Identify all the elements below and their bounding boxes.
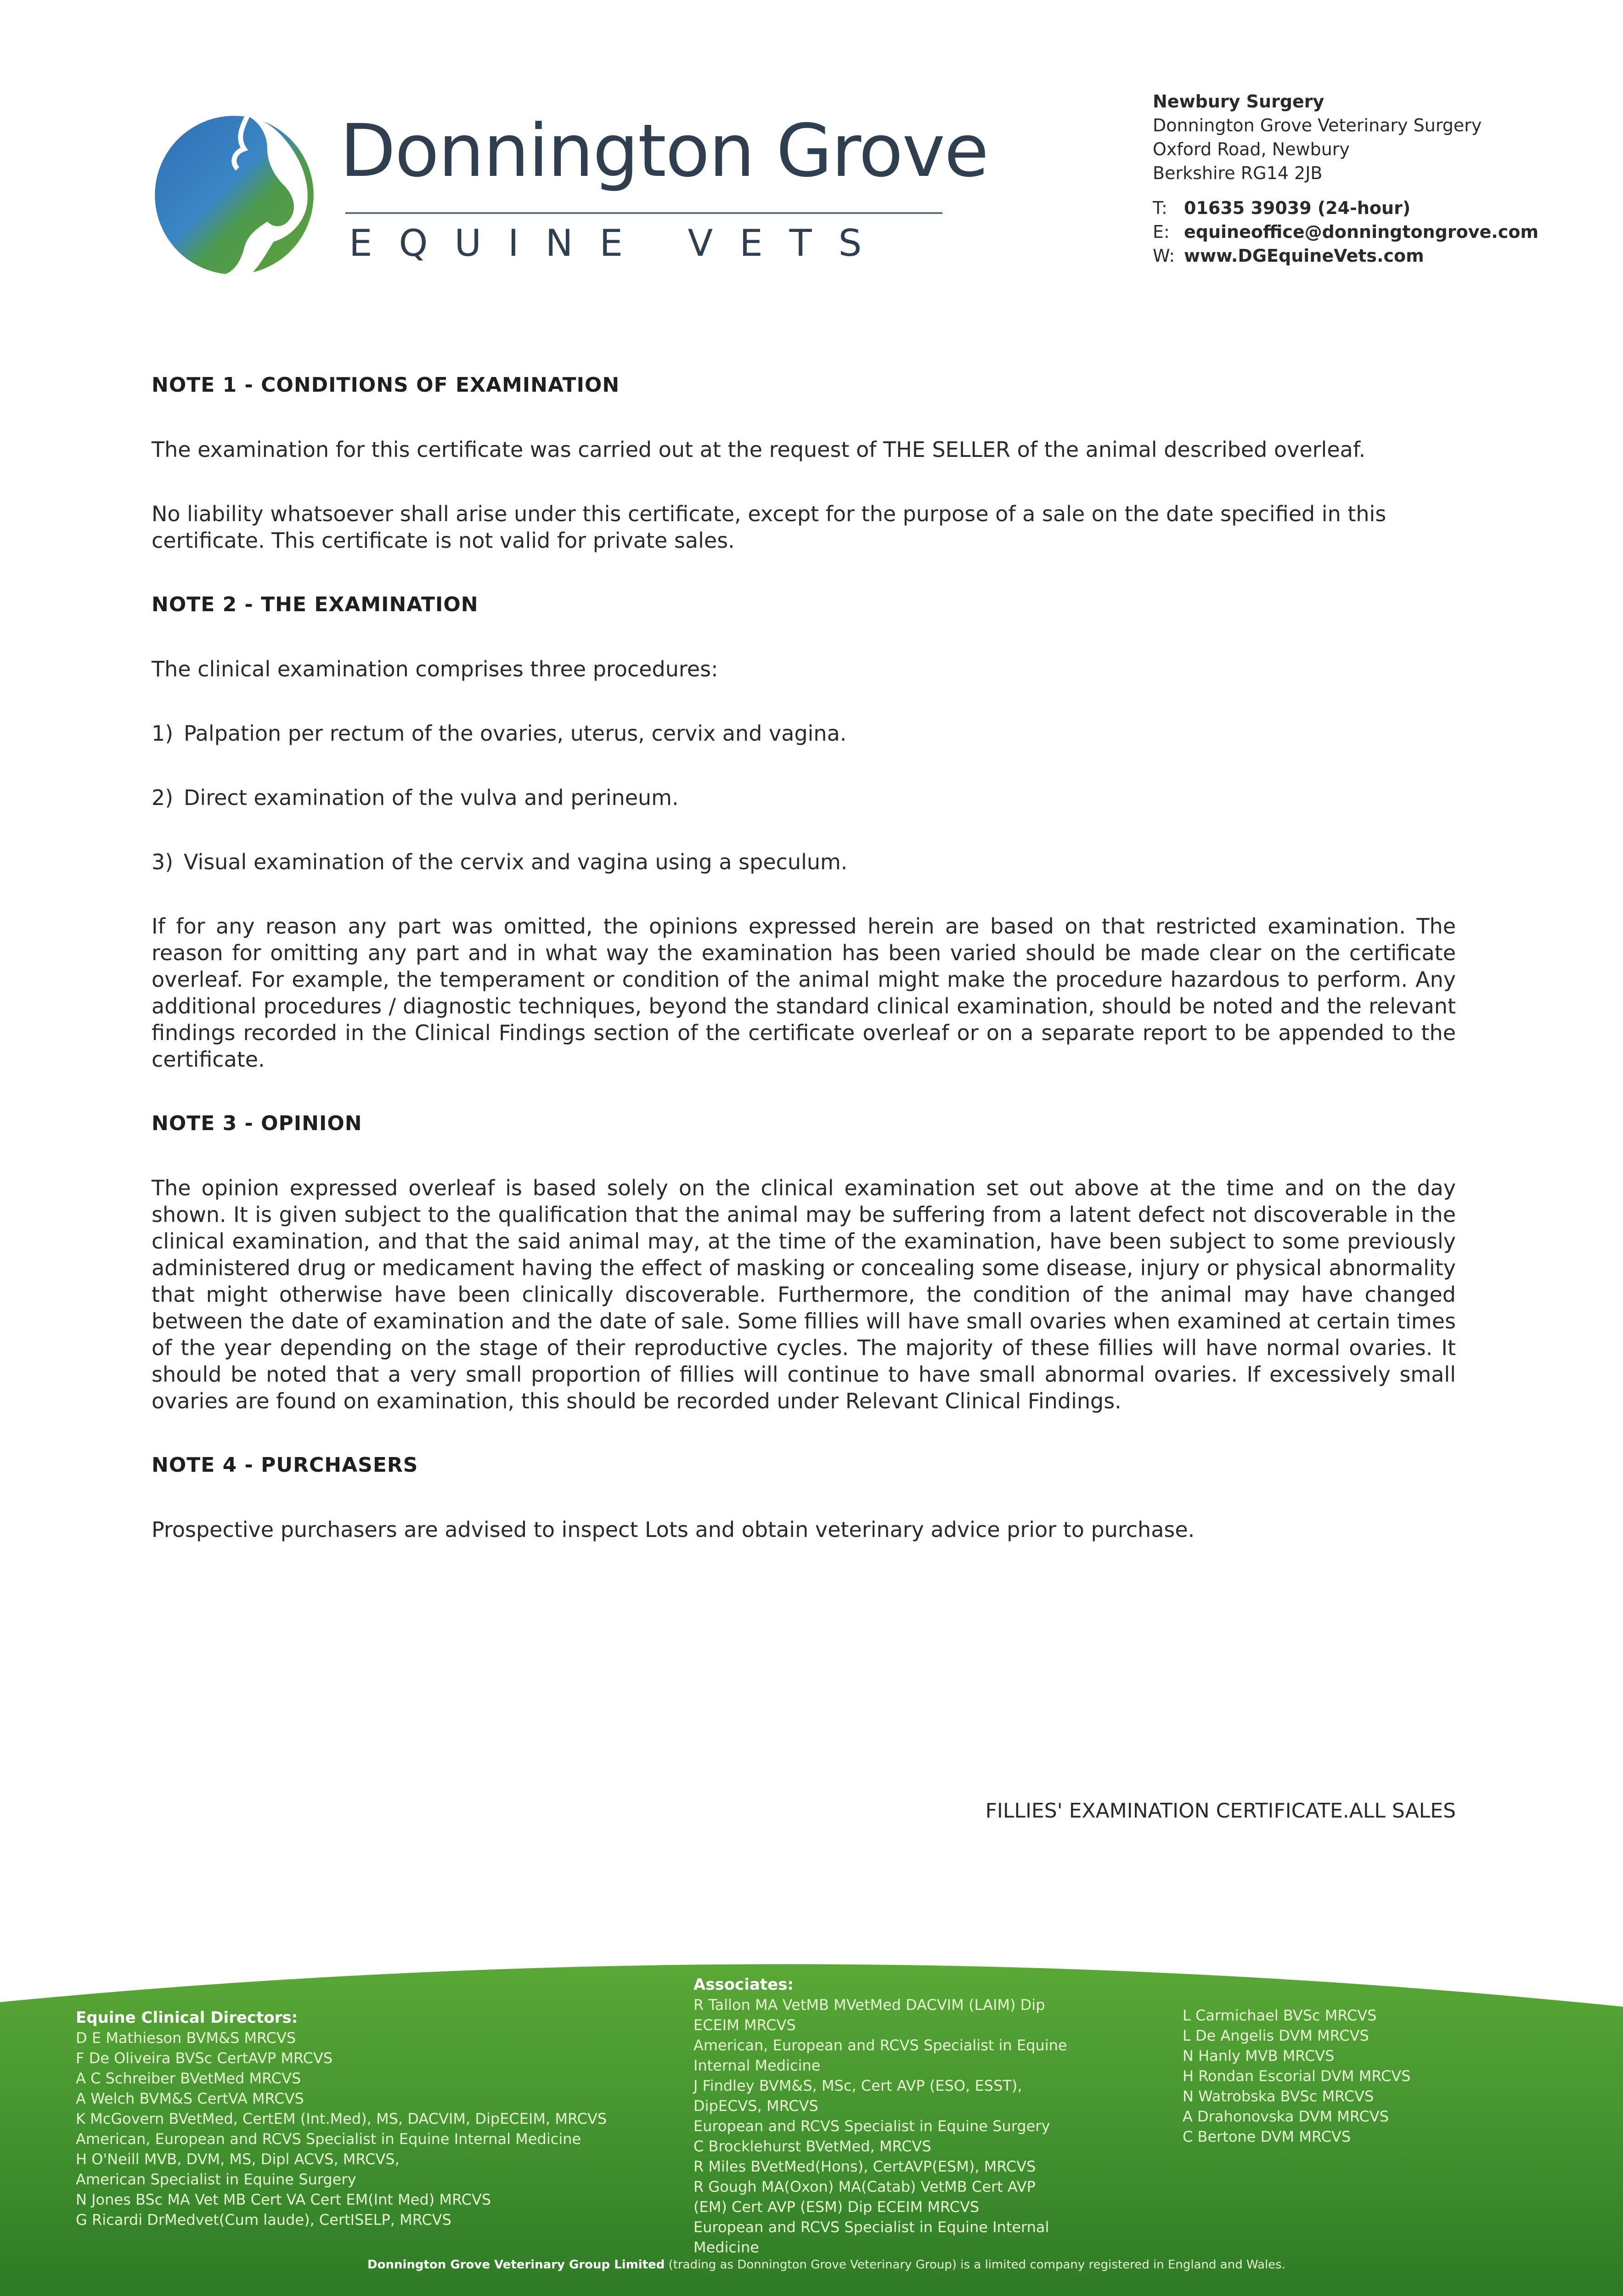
vet-entry: H Rondan Escorial DVM MRCVS	[1183, 2067, 1411, 2085]
associate-entry: R Tallon MA VetMB MVetMed DACVIM (LAIM) Dip	[693, 1996, 1045, 2014]
brand-divider	[345, 212, 942, 214]
phone-number: 01635 39039 (24-hour)	[1184, 198, 1411, 218]
note2-paragraph: If for any reason any part was omitted, the opinions expressed herein are based on that restricted examination. The reason for omitting any part and in what way the examination has been varied should be made clear on the certificate overleaf. For example, the temperament or condition of the animal might make the procedure hazardous to perform. Any additional procedures / diagnostic techniques, beyond the standard clinical examination, should be noted and the relevant findings recorded in the Clinical Findings section of the certificate overleaf or on a separate report to be appended to the certificate.	[152, 914, 1456, 1072]
note2-heading: NOTE 2 - THE EXAMINATION	[152, 593, 479, 616]
procedure-number: 3)	[152, 850, 174, 874]
director-entry: A Welch BVM&S CertVA MRCVS	[76, 2090, 304, 2107]
director-entry: American Specialist in Equine Surgery	[76, 2171, 356, 2188]
associate-entry: DipECVS, MRCVS	[693, 2097, 818, 2115]
director-entry: H O'Neill MVB, DVM, MS, Dipl ACVS, MRCVS,	[76, 2150, 400, 2168]
phone-row	[1153, 196, 1538, 220]
phone-label: T:	[1153, 198, 1167, 218]
email-label: E:	[1153, 222, 1170, 242]
associate-entry: C Brocklehurst BVetMed, MRCVS	[693, 2138, 931, 2155]
director-entry: American, European and RCVS Specialist in Equine Internal Medicine	[76, 2130, 581, 2148]
procedure-item	[152, 720, 1456, 747]
associate-entry: American, European and RCVS Specialist in Equine	[693, 2037, 1067, 2054]
note3-paragraph: The opinion expressed overleaf is based solely on the clinical examination set out above at the time and on the day shown. It is given subject to the qualification that the animal may be suffering from a latent defect not discoverable in the clinical examination, and that the said animal may, at the time of the examination, have been subject to some previously administered drug or medicament having the effect of masking or concealing some disease, injury or physical abnormality that might otherwise have been clinically discoverable. Furthermore, the condition of the animal may have changed between the date of examination and the date of sale. Some fillies will have small ovaries when examined at certain times of the year depending on the stage of their reproductive cycles. The majority of these fillies will have normal ovaries. It should be noted that a very small proportion of fillies will continue to have small abnormal ovaries. If excessively small ovaries are found on examination, this should be recorded under Relevant Clinical Findings.	[152, 1176, 1456, 1413]
procedure-item	[152, 784, 1456, 811]
brand-name: Donnington Grove	[340, 109, 988, 193]
associate-entry: Medicine	[693, 2239, 759, 2256]
associate-entry: ECEIM MRCVS	[693, 2016, 796, 2034]
email-address[interactable]: equineoffice@donningtongrove.com	[1184, 222, 1538, 242]
note3-heading: NOTE 3 - OPINION	[152, 1112, 362, 1135]
certificate-reference: FILLIES' EXAMINATION CERTIFICATE.ALL SALES	[985, 1799, 1456, 1823]
vet-entry: L Carmichael BVSc MRCVS	[1183, 2007, 1377, 2024]
web-row	[1153, 244, 1538, 268]
note4-paragraph: Prospective purchasers are advised to inspect Lots and obtain veterinary advice prior to purchase.	[152, 1517, 1195, 1542]
procedure-item	[152, 849, 1456, 875]
associate-entry: European and RCVS Specialist in Equine Internal	[693, 2218, 1049, 2236]
associate-entry: (EM) Cert AVP (ESM) Dip ECEIM MRCVS	[693, 2198, 980, 2216]
director-entry: D E Mathieson BVM&S MRCVS	[76, 2029, 296, 2047]
vet-entry: L De Angelis DVM MRCVS	[1183, 2027, 1369, 2044]
note2-intro: The clinical examination comprises three procedures:	[152, 657, 718, 681]
vet-entry: N Watrobska BVSc MRCVS	[1183, 2088, 1374, 2105]
associate-entry: R Gough MA(Oxon) MA(Catab) VetMB Cert AVP	[693, 2178, 1036, 2195]
director-entry: K McGovern BVetMed, CertEM (Int.Med), MS, DACVIM, DipECEIM, MRCVS	[76, 2110, 607, 2127]
web-label: W:	[1153, 246, 1175, 266]
address-line: Berkshire RG14 2JB	[1153, 163, 1323, 183]
directors-list	[76, 2008, 607, 2230]
brand-subtitle: EQUINE VETS	[349, 222, 889, 264]
vet-entry: A Drahonovska DVM MRCVS	[1183, 2108, 1389, 2125]
website-link[interactable]: www.DGEquineVets.com	[1184, 246, 1424, 266]
director-entry: N Jones BSc MA Vet MB Cert VA Cert EM(Int Med) MRCVS	[76, 2191, 491, 2208]
legal-notice	[367, 2258, 1285, 2272]
associate-entry: European and RCVS Specialist in Equine Surgery	[693, 2117, 1050, 2135]
directors-heading: Equine Clinical Directors:	[76, 2009, 298, 2027]
address-line: Donnington Grove Veterinary Surgery	[1153, 115, 1482, 135]
legal-company-name: Donnington Grove Veterinary Group Limited	[367, 2258, 665, 2272]
practice-name: Newbury Surgery	[1153, 91, 1324, 112]
procedure-number: 2)	[152, 785, 174, 810]
legal-text: (trading as Donnington Grove Veterinary Group) is a limited company registered in England and Wales.	[668, 2258, 1285, 2272]
contact-block	[1153, 90, 1538, 268]
procedure-text: Visual examination of the cervix and vagina using a speculum.	[184, 850, 848, 874]
associates-heading: Associates:	[693, 1975, 794, 1994]
associate-entry: R Miles BVetMed(Hons), CertAVP(ESM), MRCVS	[693, 2158, 1036, 2175]
note4-heading: NOTE 4 - PURCHASERS	[152, 1453, 418, 1477]
notes-content	[152, 372, 1456, 1543]
vet-entry: C Bertone DVM MRCVS	[1183, 2128, 1351, 2145]
horse-head-logo-icon	[152, 113, 317, 278]
vet-entry: N Hanly MVB MRCVS	[1183, 2047, 1335, 2065]
associates-list	[693, 1975, 1067, 2257]
note1-heading: NOTE 1 - CONDITIONS OF EXAMINATION	[152, 373, 620, 397]
vets-list	[1183, 2005, 1411, 2147]
director-entry: F De Oliveira BVSc CertAVP MRCVS	[76, 2049, 333, 2067]
procedure-text: Palpation per rectum of the ovaries, uterus, cervix and vagina.	[184, 721, 847, 746]
note1-paragraph: No liability whatsoever shall arise under this certificate, except for the purpose of a sale on the date specified in this certificate. This certificate is not valid for private sales.	[152, 501, 1386, 553]
procedure-number: 1)	[152, 721, 174, 746]
director-entry: G Ricardi DrMedvet(Cum laude), CertISELP, MRCVS	[76, 2211, 451, 2228]
note1-paragraph: The examination for this certificate was carried out at the request of THE SELLER of the animal described overleaf.	[152, 437, 1366, 462]
address-line: Oxford Road, Newbury	[1153, 139, 1350, 159]
associate-entry: Internal Medicine	[693, 2057, 821, 2074]
email-row	[1153, 220, 1538, 244]
procedure-text: Direct examination of the vulva and perineum.	[184, 785, 679, 810]
associate-entry: J Findley BVM&S, MSc, Cert AVP (ESO, ESST),	[693, 2077, 1022, 2094]
director-entry: A C Schreiber BVetMed MRCVS	[76, 2070, 301, 2087]
